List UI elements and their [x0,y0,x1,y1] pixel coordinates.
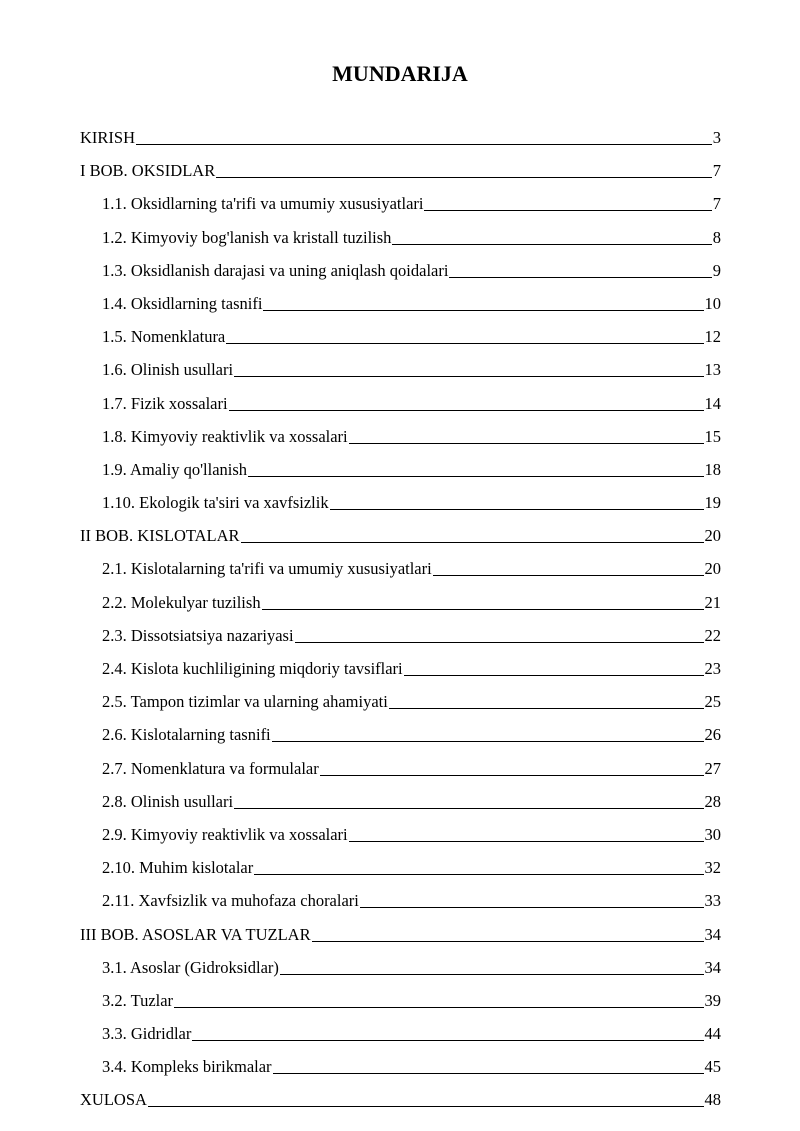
toc-entry-label: 2.3. Dissotsiatsiya nazariyasi [102,625,294,645]
toc-page-number: 8 [712,227,721,247]
toc-section-entry[interactable] [0,187,800,220]
toc-chapter-entry[interactable] [0,1083,800,1116]
toc-section-entry[interactable] [0,320,800,353]
toc-chapter-entry[interactable] [0,519,800,552]
toc-entry-label: I BOB. OKSIDLAR [80,161,216,181]
toc-leader-line [295,642,704,643]
toc-entry-label: 1.9. Amaliy qo'llanish [102,459,248,479]
toc-section-entry[interactable] [0,752,800,785]
toc-leader-line [424,210,711,211]
toc-entry-label: 1.4. Oksidlarning tasnifi [102,293,263,313]
toc-entry-label: III BOB. ASOSLAR VA TUZLAR [80,924,311,944]
toc-entry-label: 1.8. Kimyoviy reaktivlik va xossalari [102,426,348,446]
toc-page-number: 25 [704,692,721,712]
toc-section-entry[interactable] [0,851,800,884]
toc-entry-label: 2.7. Nomenklatura va formulalar [102,758,319,778]
toc-entry-label: 2.5. Tampon tizimlar va ularning ahamiyati [102,692,388,712]
toc-page-number: 3 [712,128,721,147]
toc-chapter-entry[interactable] [0,918,800,951]
toc-page-number: 23 [704,659,721,678]
toc-section-entry[interactable] [0,453,800,486]
table-of-contents [0,121,800,1117]
toc-section-entry[interactable] [0,818,800,851]
toc-page-number: 39 [704,990,721,1010]
toc-leader-line [229,410,704,411]
toc-entry-label: 1.5. Nomenklatura [102,327,226,347]
toc-leader-line [449,277,711,278]
toc-page-number: 22 [704,625,721,645]
toc-page-number: 34 [704,924,721,944]
toc-entry-label: 2.2. Molekulyar tuzilish [102,592,261,612]
toc-page-number: 12 [704,327,721,347]
toc-entry-label: 2.11. Xavfsizlik va muhofaza choralari [102,891,359,911]
toc-leader-line [312,941,704,942]
toc-chapter-entry[interactable] [0,154,800,187]
toc-section-entry[interactable] [0,1017,800,1050]
toc-page-number: 13 [704,360,721,380]
toc-page-number: 21 [704,592,721,612]
toc-page-number: 32 [704,858,721,878]
toc-page-number: 14 [704,393,721,413]
toc-page-number: 15 [704,426,721,446]
toc-leader-line [262,609,704,610]
toc-entry-label: XULOSA [80,1090,147,1110]
toc-page-number: 18 [704,459,721,479]
toc-leader-line [280,974,704,975]
toc-page-number: 10 [704,293,721,313]
toc-entry-label: 3.2. Tuzlar [102,990,174,1010]
toc-section-entry[interactable] [0,785,800,818]
toc-page-number: 20 [704,559,721,579]
toc-section-entry[interactable] [0,552,800,585]
toc-entry-label: 1.3. Oksidlanish darajasi va uning aniqlash qoidalari [102,260,449,280]
toc-entry-label: 3.1. Asoslar (Gidroksidlar) [102,957,279,977]
toc-section-entry[interactable] [0,1050,800,1083]
toc-entry-label: 2.6. Kislotalarning tasnifi [102,725,271,745]
toc-entry-label: KIRISH [80,128,136,147]
toc-section-entry[interactable] [0,420,800,453]
toc-page-number: 44 [704,1024,721,1044]
toc-leader-line [360,907,704,908]
toc-leader-line [389,708,704,709]
toc-section-entry[interactable] [0,685,800,718]
toc-leader-line [349,443,704,444]
toc-page-number: 9 [712,260,721,280]
toc-leader-line [192,1040,703,1041]
toc-page-number: 28 [704,791,721,811]
toc-section-entry[interactable] [0,221,800,254]
toc-page-number: 34 [704,957,721,977]
toc-page-number: 45 [704,1057,721,1077]
toc-entry-label: 2.10. Muhim kislotalar [102,858,254,878]
toc-leader-line [349,841,704,842]
toc-page-number: 30 [704,824,721,844]
toc-entry-label: 3.4. Kompleks birikmalar [102,1057,272,1077]
toc-leader-line [330,509,704,510]
toc-page-number: 33 [704,891,721,911]
toc-entry-label: 1.6. Olinish usullari [102,360,234,380]
toc-leader-line [216,177,712,178]
toc-section-entry[interactable] [0,387,800,420]
toc-entry-label: 3.3. Gidridlar [102,1024,192,1044]
toc-entry-label: II BOB. KISLOTALAR [80,526,240,546]
toc-entry-label: 1.10. Ekologik ta'siri va xavfsizlik [102,493,329,513]
toc-section-entry[interactable] [0,884,800,917]
toc-leader-line [148,1106,704,1107]
toc-leader-line [241,542,704,543]
toc-leader-line [392,244,711,245]
toc-section-entry[interactable] [0,486,800,519]
toc-entry-label: 2.9. Kimyoviy reaktivlik va xossalari [102,824,348,844]
toc-entry-label: 1.2. Kimyoviy bog'lanish va kristall tuzilish [102,227,392,247]
toc-entry-label: 1.7. Fizik xossalari [102,393,228,413]
toc-section-entry[interactable] [0,652,800,685]
page-title: MUNDARIJA [332,61,468,86]
toc-section-entry[interactable] [0,619,800,652]
toc-page-number: 7 [712,161,721,181]
toc-leader-line [226,343,703,344]
toc-page-number: 20 [704,526,721,546]
toc-page-number: 7 [712,194,721,214]
toc-section-entry[interactable] [0,353,800,386]
toc-section-entry[interactable] [0,287,800,320]
toc-leader-line [272,741,704,742]
toc-page-number: 27 [704,758,721,778]
toc-leader-line [234,376,703,377]
toc-leader-line [273,1073,704,1074]
toc-section-entry[interactable] [0,984,800,1017]
toc-section-entry[interactable] [0,586,800,619]
toc-leader-line [254,874,703,875]
toc-leader-line [174,1007,703,1008]
toc-leader-line [234,808,703,809]
toc-entry-label: 2.4. Kislota kuchliligining miqdoriy tavsiflari [102,659,403,678]
toc-entry-label: 2.8. Olinish usullari [102,791,234,811]
toc-leader-line [433,575,704,576]
toc-page-number: 26 [704,725,721,745]
toc-chapter-entry[interactable] [0,121,800,154]
toc-section-entry[interactable] [0,254,800,287]
toc-leader-line [248,476,703,477]
toc-page-number: 48 [704,1090,721,1110]
toc-page-number: 19 [704,493,721,513]
toc-entry-label: 1.1. Oksidlarning ta'rifi va umumiy xususiyatlari [102,194,424,214]
toc-leader-line [136,144,712,145]
toc-section-entry[interactable] [0,951,800,984]
toc-leader-line [404,675,704,676]
toc-entry-label: 2.1. Kislotalarning ta'rifi va umumiy xususiyatlari [102,559,432,579]
toc-leader-line [263,310,703,311]
toc-section-entry[interactable] [0,718,800,751]
toc-leader-line [320,775,704,776]
